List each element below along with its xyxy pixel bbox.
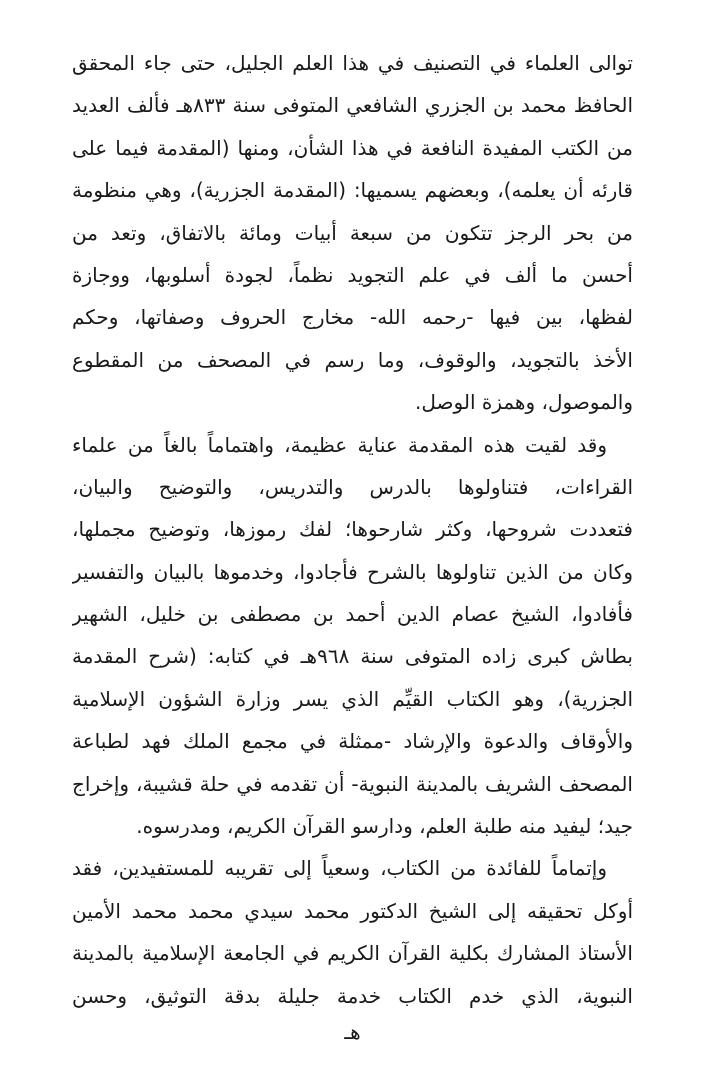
text-line: أحسن ما ألف في علم التجويد نظماً، لجودة أسلوبها، ووجازة xyxy=(72,262,633,287)
text-line: أوكل تحقيقه إلى الشيخ الدكتور محمد سيدي محمد محمد الأمين xyxy=(72,898,633,923)
text-line: وإتماماً للفائدة من الكتاب، وسعياً إلى تقريبه للمستفيدين، فقد xyxy=(72,856,607,881)
text-line: الجزرية)، وهو الكتاب القيِّم الذي يسر وزارة الشؤون الإسلامية xyxy=(72,686,633,711)
text-line: المصحف الشريف بالمدينة النبوية- أن تقدمه في حلة قشيبة، وإخراج xyxy=(72,771,633,796)
page-number: هـ xyxy=(344,1020,361,1044)
text-line: توالى العلماء في التصنيف في هذا العلم الجليل، حتى جاء المحقق xyxy=(72,51,633,75)
text-line: فتعددت شروحها، وكثر شارحوها؛ لفك رموزها، وتوضيح مجملها، xyxy=(72,517,633,542)
text-line: والأوقاف والدعوة والإرشاد -ممثلة في مجمع الملك فهد لطباعة xyxy=(72,729,633,754)
text-line: جيد؛ ليفيد منه طلبة العلم، ودارسو القرآن الكريم، ومدرسوه. xyxy=(136,814,633,839)
text-line: النبوية، الذي خدم الكتاب خدمة جليلة بدقة التوثيق، وحسن xyxy=(72,983,633,1008)
text-line: من بحر الرجز تتكون من سبعة أبيات ومائة بالاتفاق، وتعد من xyxy=(72,220,633,245)
text-line: وقد لقيت هذه المقدمة عناية عظيمة، واهتماماً بالغاً من علماء xyxy=(72,432,607,457)
text-line: بطاش كبرى زاده المتوفى سنة ٩٦٨هـ في كتابه: (شرح المقدمة xyxy=(72,644,633,669)
text-line: وكان من الذين تناولوها بالشرح فأجادوا، وخدموها بالبيان والتفسير xyxy=(72,559,633,584)
text-line: الأخذ بالتجويد، والوقوف، وما رسم في المصحف من المقطوع xyxy=(72,347,633,372)
text-line: القراءات، فتناولوها بالدرس والتدريس، والتوضيح والبيان، xyxy=(72,474,633,499)
text-line: لفظها، بين فيها -رحمه الله- مخارج الحروف وصفاتها، وحكم xyxy=(72,305,633,330)
text-line: فأفادوا، الشيخ عصام الدين أحمد بن مصطفى بن خليل، الشهير xyxy=(72,602,633,627)
text-line: من الكتب المفيدة النافعة في هذا الشأن، ومنها (المقدمة فيما على xyxy=(72,135,633,160)
body-text xyxy=(72,42,633,1017)
text-line: الحافظ محمد بن الجزري الشافعي المتوفى سنة ٨٣٣هـ فألف العديد xyxy=(72,93,633,118)
text-line: الأستاذ المشارك بكلية القرآن الكريم في الجامعة الإسلامية بالمدينة xyxy=(72,941,633,966)
text-line: قارئه أن يعلمه)، وبعضهم يسميها: (المقدمة الجزرية)، وهي منظومة xyxy=(72,178,633,203)
text-line: والموصول، وهمزة الوصل. xyxy=(415,390,633,415)
